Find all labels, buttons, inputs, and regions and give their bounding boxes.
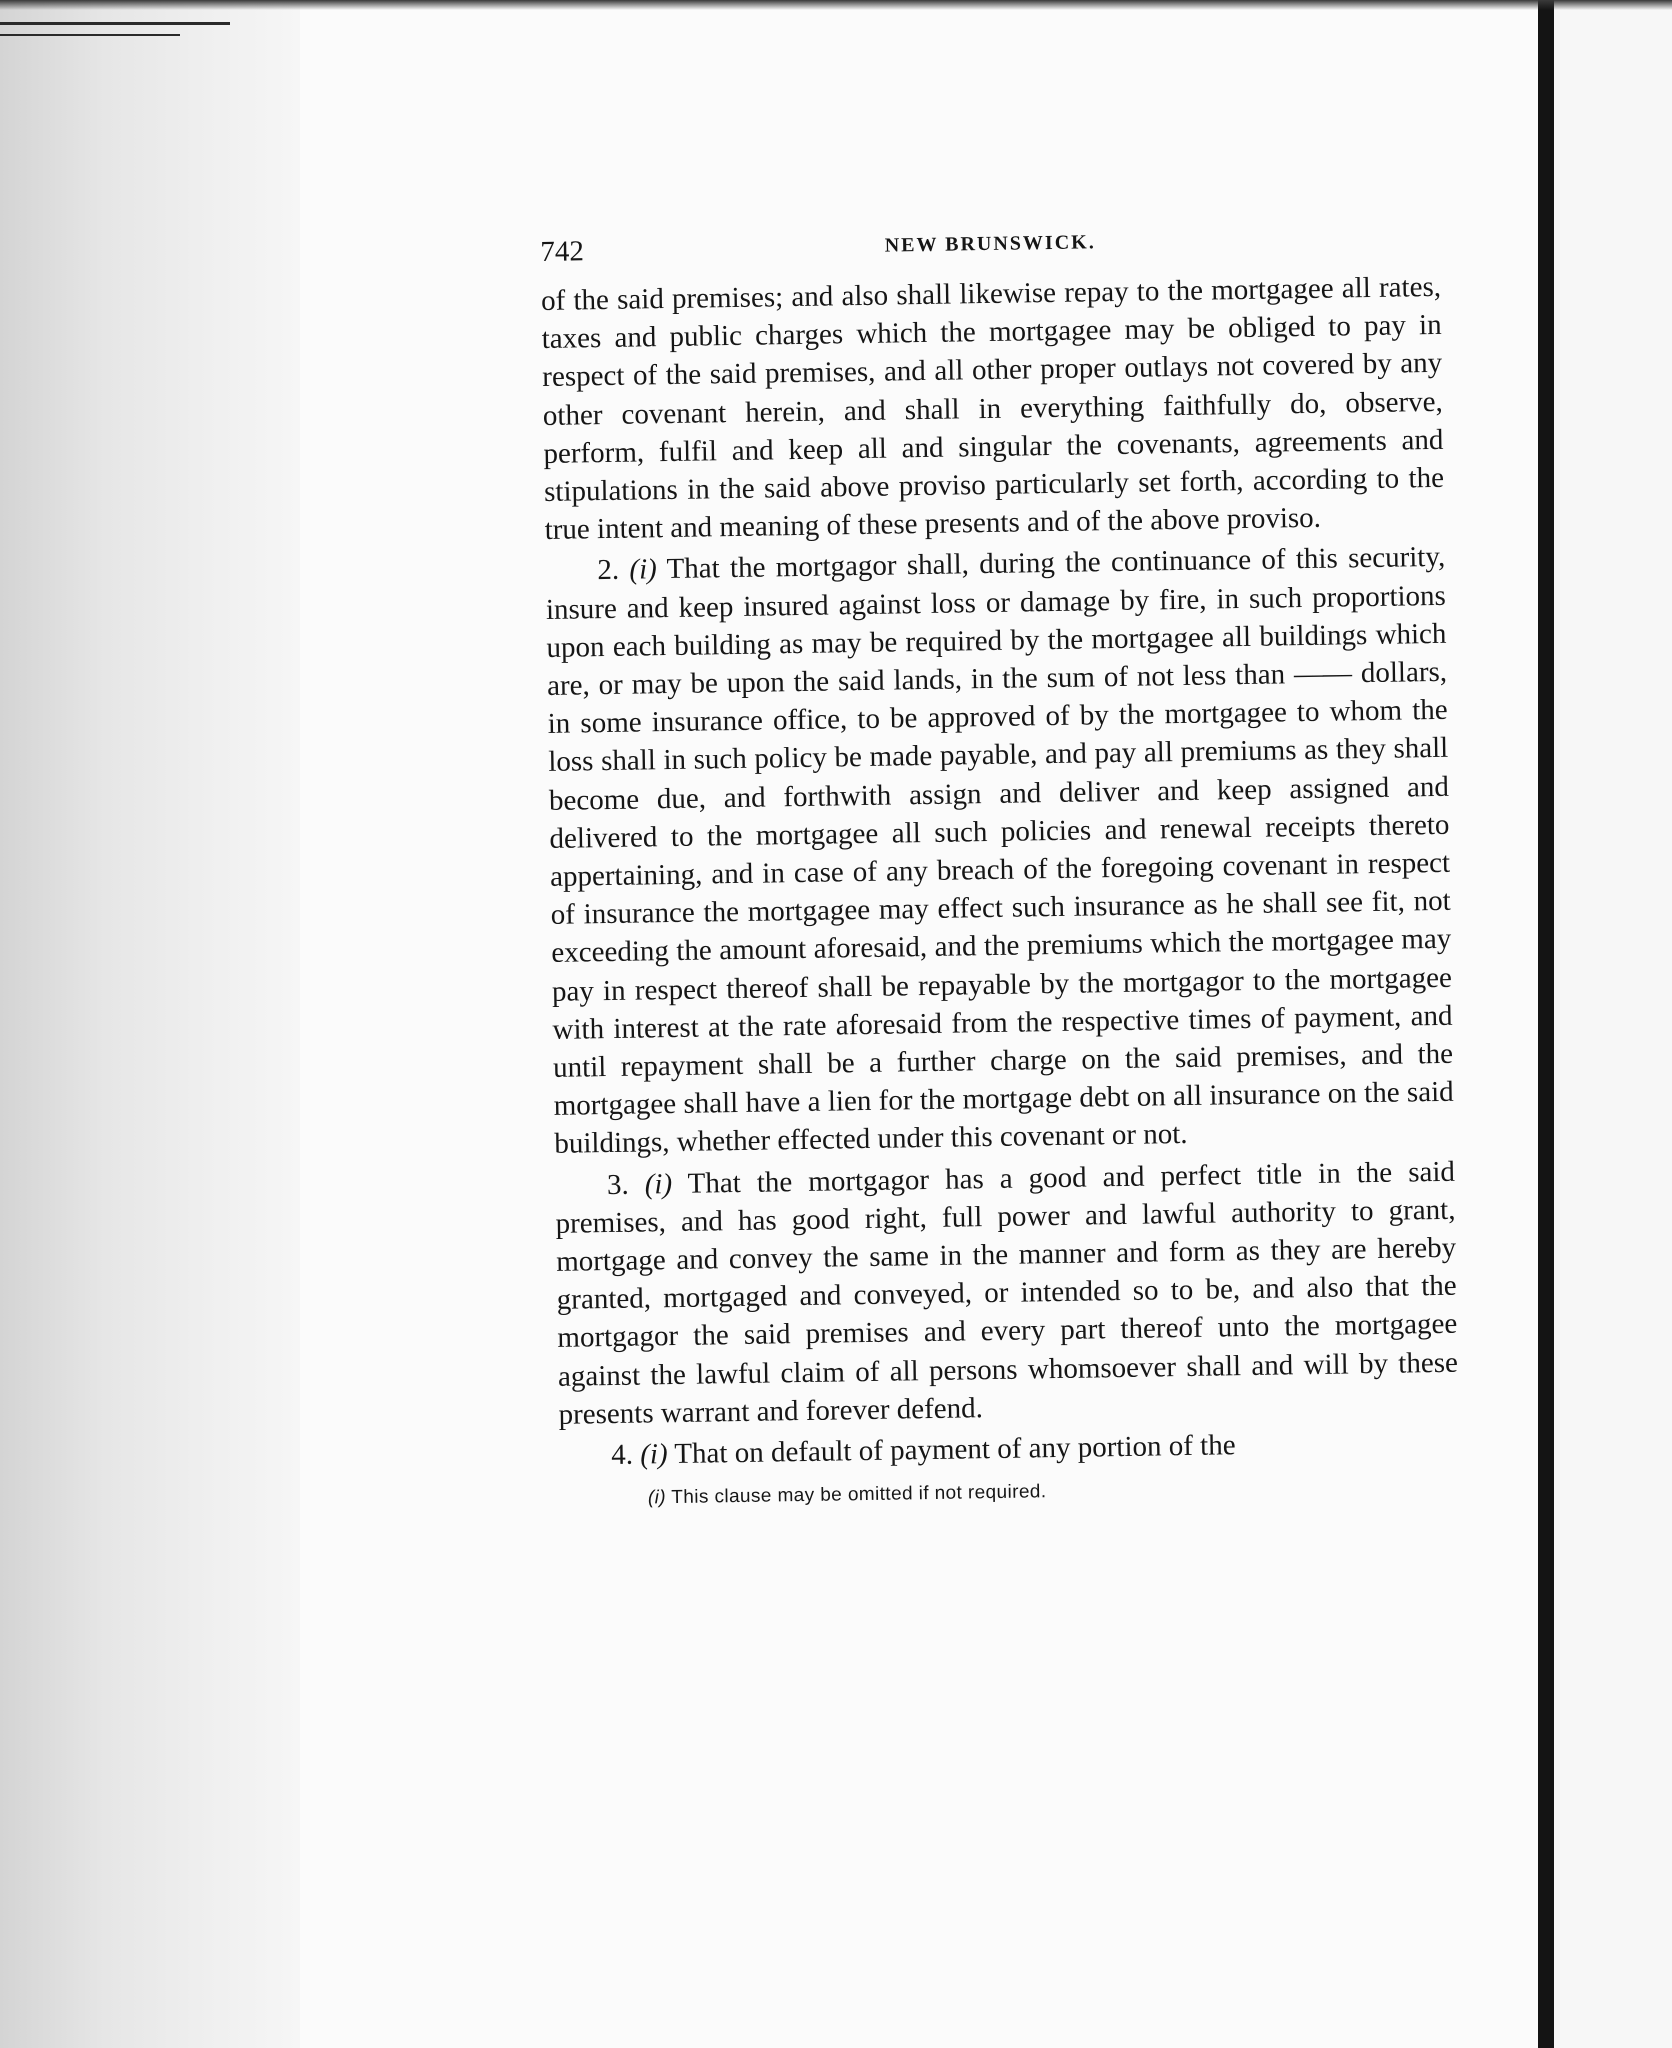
paragraph-continued (541, 268, 1445, 550)
footnote-reference: (i) (629, 553, 658, 587)
next-page-edge (1554, 0, 1672, 2048)
clause-number: 4. (610, 1438, 634, 1472)
footnote-reference: (i) (644, 1167, 673, 1201)
clause-number: 2. (597, 554, 620, 587)
footnote-text: This clause may be omitted if not required. (671, 1481, 1047, 1509)
clause-text: That the mortgagor has a good and perfect title in the said premises, and has good right, full power and lawful authority to grant, mortgage and convey the same in the manner and form as they are hereby granted, mortgaged and conveyed, or intended so to be, and also that the mortgagor the said premises and every part thereof unto the mortgagee against the lawful claim of all persons whomsoever shall and will by these presents warrant and forever defend. (555, 1155, 1459, 1431)
page-gutter (1538, 0, 1554, 2048)
top-scan-shadow (0, 0, 1672, 10)
footnote-marker: (i) (647, 1487, 667, 1509)
clause-3 (555, 1152, 1459, 1434)
book-fore-edge (0, 0, 300, 2048)
page-number: 742 (540, 235, 585, 268)
clause-2 (545, 538, 1454, 1163)
clause-text: That on default of payment of any portion of the (674, 1429, 1236, 1471)
running-title: NEW BRUNSWICK. (884, 231, 1096, 257)
paragraph-text: of the said premises; and also shall likewise repay to the mortgagee all rates, taxes and public charges which the mortgagee may be obliged to pay in respect of the said premises, and all other proper outlays not covered by any other covenant herein, and shall in everything faithfully do, observe, perform, fulfil and keep all and singular the covenants, agreements and stipulations in the said above proviso particularly set forth, according to the true intent and meaning of these presents and of the above proviso. (540, 270, 1445, 547)
footnote-reference: (i) (639, 1438, 668, 1471)
edge-streak (0, 34, 180, 36)
edge-streak (0, 22, 230, 25)
clause-text: That the mortgagor shall, during the continuance of this security, insure and keep insured against loss or damage by fire, in such proportions upon each building as may be required by the mortgagee all buildings which are, or may be upon the said lands, in the sum of not less than —— dollars, in some insurance office, to be approved of by the mortgagee to whom the loss shall in such policy be made payable, and pay all premiums as they shall become due, and forthwith assign and deliver and keep assigned and delivered to the mortgagee all such policies and renewal receipts thereto appertaining, and in case of any breach of the foregoing covenant in respect of insurance the mortgagee may effect such insurance as he shall see fit, not exceeding the amount aforesaid, and the premiums which the mortgagee may pay in respect thereof shall be repayable by the mortgagor to the mortgagee with interest at the rate aforesaid from the respective times of payment, and until repayment shall be a further charge on the said premises, and the mortgagee shall have a lien for the mortgage debt on all insurance on the said buildings, whether effected under this covenant or not. (545, 541, 1454, 1161)
clause-number: 3. (606, 1168, 629, 1201)
page-text (540, 218, 1460, 1513)
